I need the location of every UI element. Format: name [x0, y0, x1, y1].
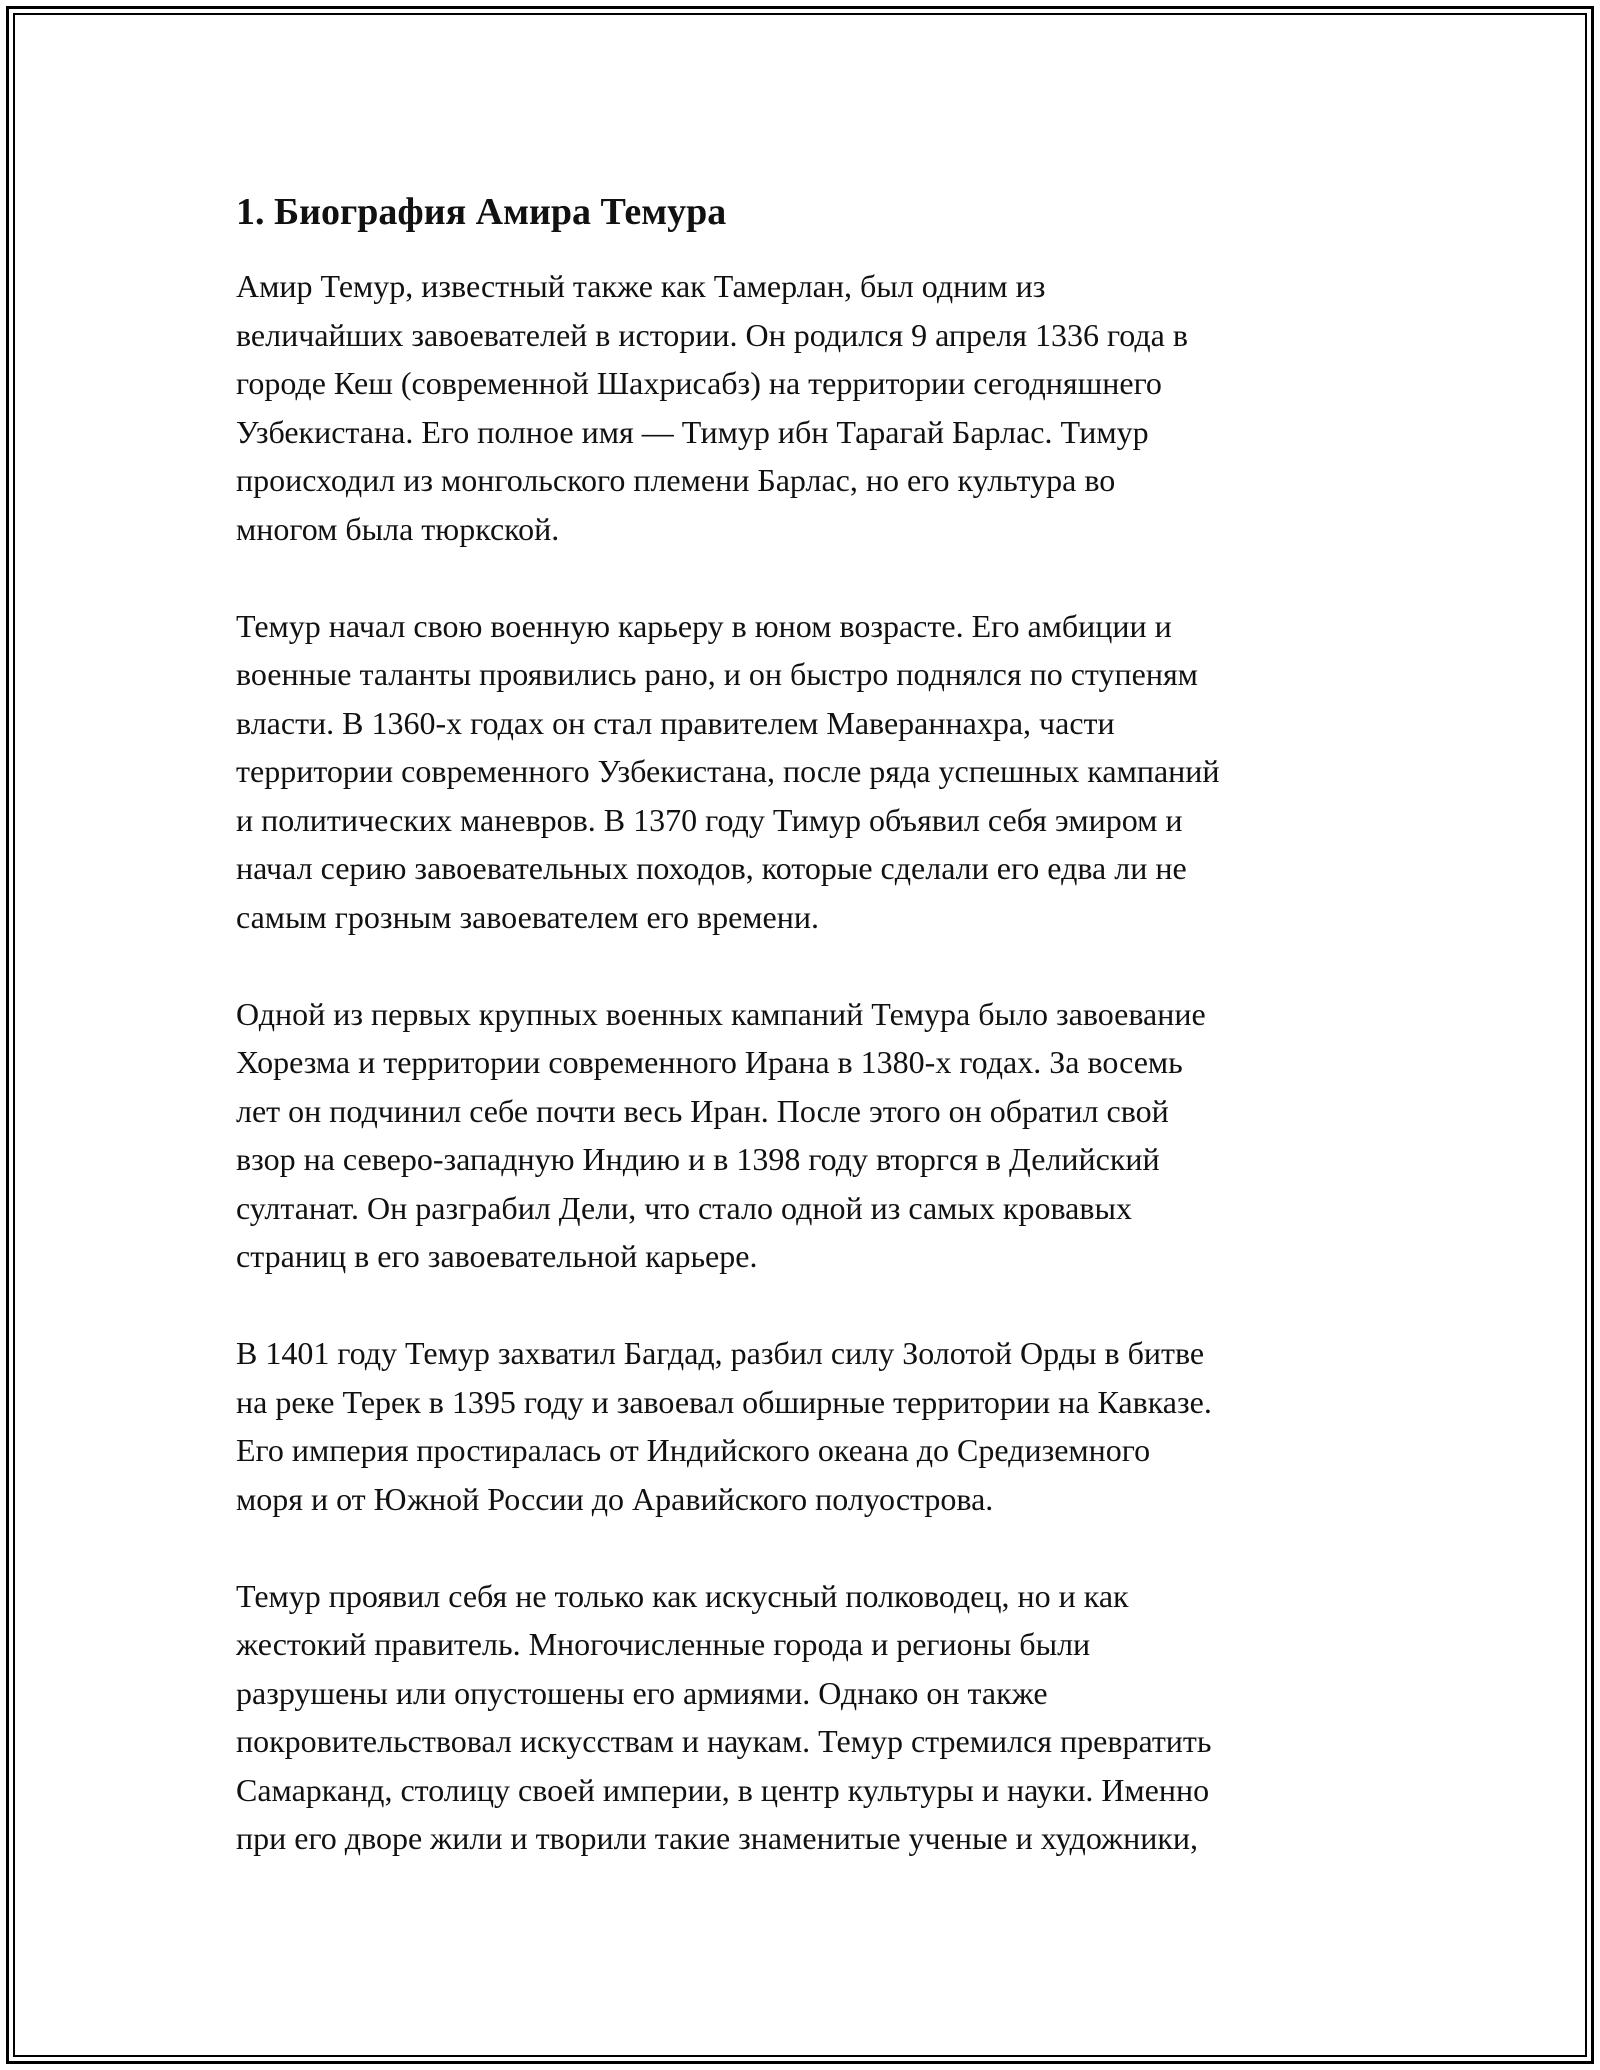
text-line: лет он подчинил себе почти весь Иран. После этого он обратил свой: [236, 1092, 1169, 1129]
text-line: страниц в его завоевательной карьере.: [236, 1238, 758, 1274]
text-line: В 1401 году Темур захватил Багдад, разбил силу Золотой Орды в битве: [236, 1335, 1205, 1371]
text-line: величайших завоевателей в истории. Он родился 9 апреля 1336 года в: [236, 316, 1188, 353]
paragraph-2: [236, 602, 1376, 942]
text-line: городе Кеш (современной Шахрисабз) на территории сегодняшнего: [236, 365, 1162, 401]
text-line: моря и от Южной России до Аравийского полуострова.: [236, 1480, 994, 1517]
text-line: Хорезма и территории современного Ирана в 1380-х годах. За восемь: [236, 1044, 1183, 1080]
text-line: Его империя простиралась от Индийского океана до Средиземного: [236, 1432, 1151, 1468]
text-line: территории современного Узбекистана, после ряда успешных кампаний: [236, 753, 1220, 789]
section-heading: 1. Биография Амира Темура: [236, 191, 727, 233]
text-line: султанат. Он разграбил Дели, что стало одной из самых кровавых: [236, 1189, 1132, 1226]
paragraph-1: [236, 262, 1376, 553]
text-line: разрушены или опустошены его армиями. Однако он также: [236, 1674, 1048, 1711]
document-body: [236, 184, 1376, 1863]
text-line: Самарканд, столицу своей империи, в центр культуры и науки. Именно: [236, 1771, 1210, 1808]
paragraph-4: [236, 1329, 1376, 1523]
text-line: Узбекистана. Его полное имя — Тимур ибн Тарагай Барлас. Тимур: [236, 413, 1149, 450]
text-line: многом была тюркской.: [236, 510, 560, 547]
text-line: власти. В 1360-х годах он стал правителем Мавераннахра, части: [236, 704, 1115, 741]
text-line: Темур проявил себя не только как искусный полководец, но и как: [236, 1577, 1129, 1614]
text-line: начал серию завоевательных походов, которые сделали его едва ли не: [236, 850, 1187, 886]
text-line: на реке Терек в 1395 году и завоевал обширные территории на Кавказе.: [236, 1383, 1212, 1420]
text-line: Темур начал свою военную карьеру в юном возрасте. Его амбиции и: [236, 607, 1172, 644]
text-line: происходил из монгольского племени Барлас, но его культура во: [236, 462, 1116, 498]
text-line: Одной из первых крупных военных кампаний Темура было завоевание: [236, 995, 1206, 1032]
text-line: и политических маневров. В 1370 году Тимур объявил себя эмиром и: [236, 801, 1183, 838]
text-line: жестокий правитель. Многочисленные города и регионы были: [236, 1626, 1091, 1662]
text-line: покровительствовал искусствам и наукам. Темур стремился превратить: [236, 1723, 1212, 1759]
text-line: военные таланты проявились рано, и он быстро поднялся по ступеням: [236, 656, 1198, 692]
text-line: взор на северо-западную Индию и в 1398 году вторгся в Делийский: [236, 1141, 1160, 1177]
text-line: самым грозным завоевателем его времени.: [236, 898, 819, 935]
paragraph-3: [236, 990, 1376, 1281]
text-line: при его дворе жили и творили такие знаменитые ученые и художники,: [236, 1820, 1199, 1856]
text-line: Амир Темур, известный также как Тамерлан, был одним из: [236, 268, 1046, 304]
paragraph-5: [236, 1572, 1376, 1863]
